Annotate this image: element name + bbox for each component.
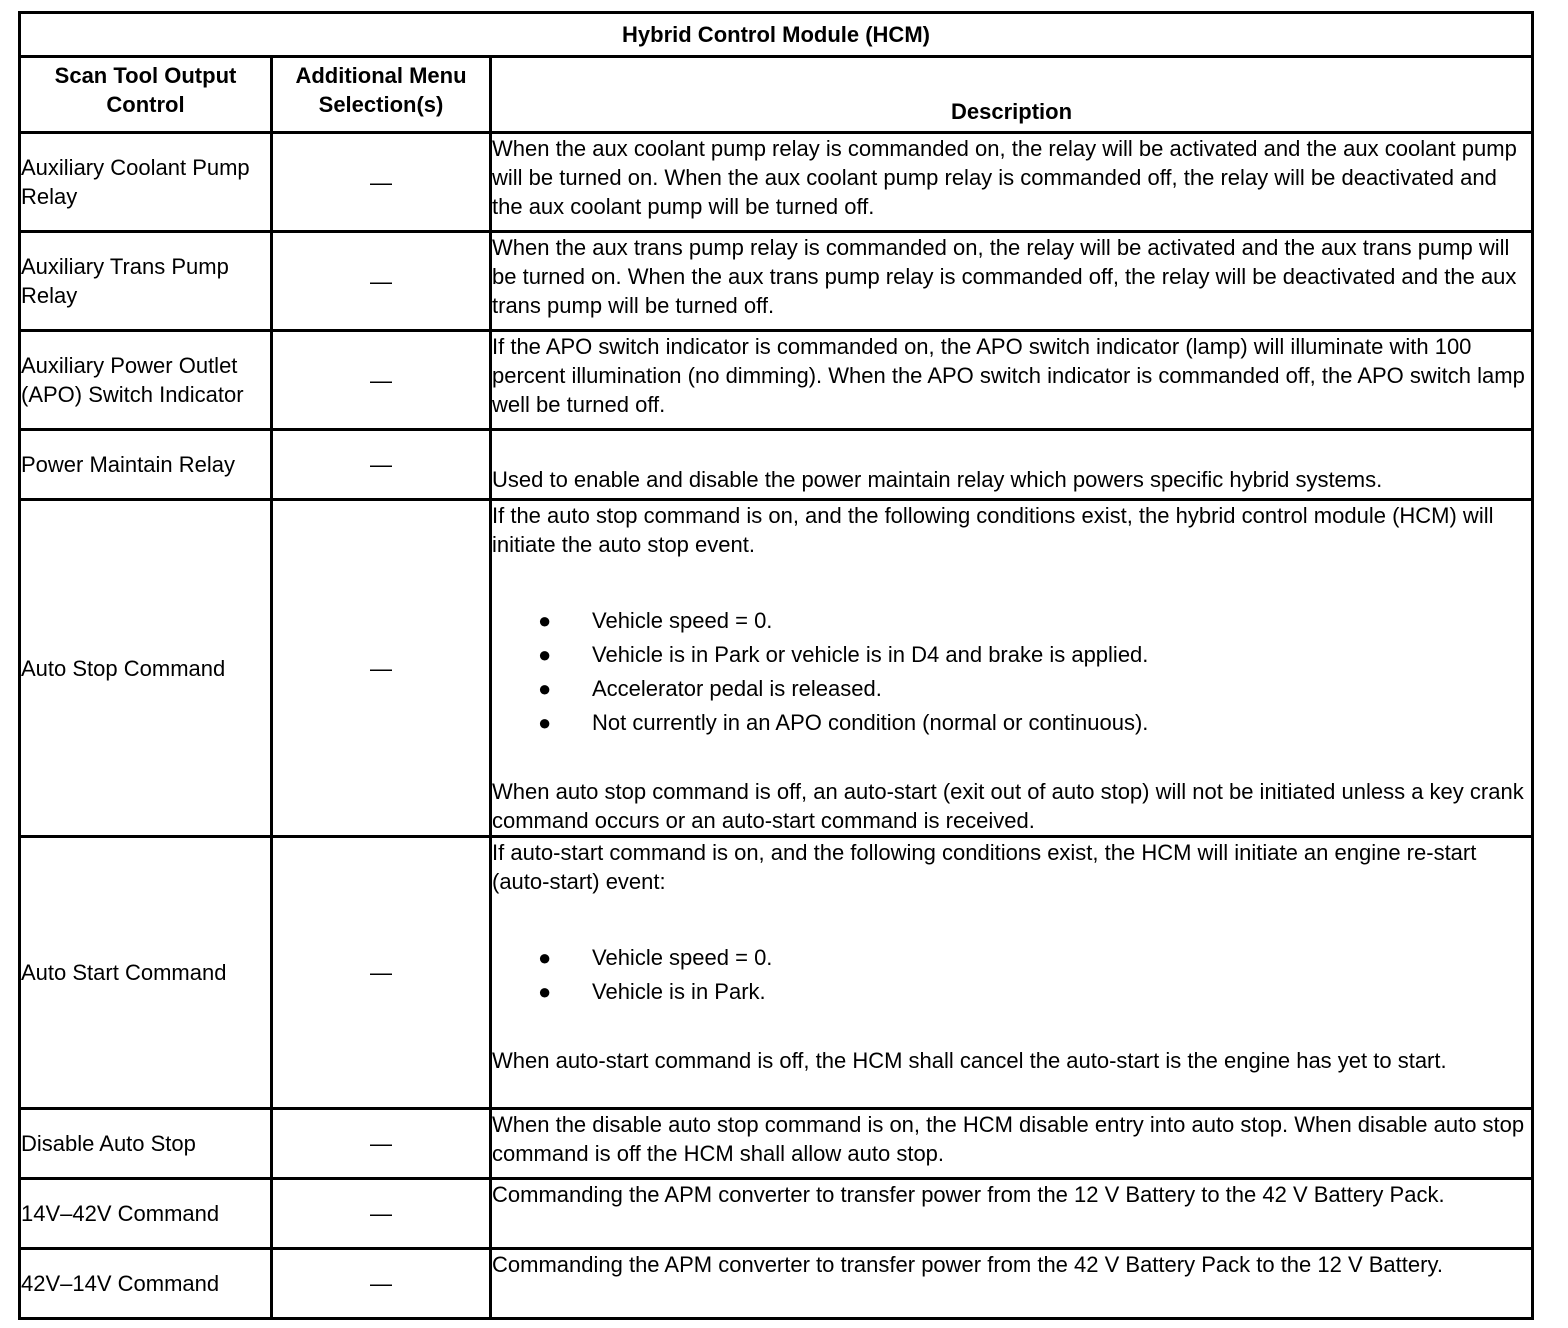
menu-selection: — [272,1249,491,1319]
header-additional-menu-selections: Additional Menu Selection(s) [272,57,491,133]
menu-selection: — [272,331,491,430]
condition-text: Accelerator pedal is released. [592,676,882,701]
list-item [492,941,1531,975]
list-item [492,672,1531,706]
table-row [20,1249,1533,1319]
control-name: 42V–14V Command [20,1249,272,1319]
description [491,837,1533,1109]
menu-selection: — [272,1179,491,1249]
menu-selection: — [272,430,491,500]
control-name: Auxiliary Coolant Pump Relay [20,133,272,232]
description: When the aux coolant pump relay is commanded on, the relay will be activated and the aux coolant pump will be turned on. When the aux coolant pump relay is commanded off, the relay will be deactivated and the aux coolant pump will be turned off. [491,133,1533,232]
control-name: Auto Start Command [20,837,272,1109]
document-sheet [18,11,1531,1309]
condition-list [492,941,1531,1009]
table-row [20,837,1533,1109]
condition-text: Not currently in an APO condition (normal or continuous). [592,710,1149,735]
control-name: Auxiliary Power Outlet (APO) Switch Indicator [20,331,272,430]
bullet-icon: ● [538,710,552,735]
title-row [20,13,1533,57]
table-title: Hybrid Control Module (HCM) [20,13,1533,57]
description-outro: When auto-start command is off, the HCM shall cancel the auto-start is the engine has yet to start. [492,1048,1447,1073]
description: Commanding the APM converter to transfer power from the 42 V Battery Pack to the 12 V Battery. [491,1249,1533,1319]
menu-selection: — [272,1109,491,1179]
condition-text: Vehicle speed = 0. [592,608,773,633]
condition-text: Vehicle is in Park or vehicle is in D4 and brake is applied. [592,642,1149,667]
description: When the aux trans pump relay is commanded on, the relay will be activated and the aux trans pump will be turned on. When the aux trans pump relay is commanded off, the relay will be deactivated and the aux trans pump will be turned off. [491,232,1533,331]
condition-text: Vehicle speed = 0. [592,945,773,970]
description-outro: When auto stop command is off, an auto-start (exit out of auto stop) will not be initiated unless a key crank command occurs or an auto-start command is received. [492,779,1524,833]
control-name: Auxiliary Trans Pump Relay [20,232,272,331]
header-scan-tool-output-control: Scan Tool Output Control [20,57,272,133]
list-item [492,975,1531,1009]
bullet-icon: ● [538,979,552,1004]
header-description: Description [491,57,1533,133]
description [491,500,1533,837]
bullet-icon: ● [538,945,552,970]
description: Used to enable and disable the power maintain relay which powers specific hybrid systems. [491,430,1533,500]
table-row [20,1179,1533,1249]
table-row [20,1109,1533,1179]
list-item [492,706,1531,740]
table-row [20,500,1533,837]
list-item [492,604,1531,638]
menu-selection: — [272,133,491,232]
table-row [20,133,1533,232]
list-item [492,638,1531,672]
description: If the APO switch indicator is commanded on, the APO switch indicator (lamp) will illuminate with 100 percent illumination (no dimming). When the APO switch indicator is commanded off, the APO switch lamp well be turned off. [491,331,1533,430]
description-intro: If the auto stop command is on, and the following conditions exist, the hybrid control module (HCM) will initiate the auto stop event. [492,503,1494,557]
description-intro: If auto-start command is on, and the following conditions exist, the HCM will initiate an engine re-start (auto-start) event: [492,840,1477,894]
menu-selection: — [272,232,491,331]
control-name: Auto Stop Command [20,500,272,837]
header-row [20,57,1533,133]
control-name: Power Maintain Relay [20,430,272,500]
bullet-icon: ● [538,608,552,633]
hcm-output-control-table [18,11,1534,1320]
bullet-icon: ● [538,642,552,667]
control-name: Disable Auto Stop [20,1109,272,1179]
condition-list [492,604,1531,740]
description: When the disable auto stop command is on, the HCM disable entry into auto stop. When disable auto stop command is off the HCM shall allow auto stop. [491,1109,1533,1179]
menu-selection: — [272,500,491,837]
table-row [20,331,1533,430]
table-row [20,232,1533,331]
condition-text: Vehicle is in Park. [592,979,766,1004]
table-row [20,430,1533,500]
description: Commanding the APM converter to transfer power from the 12 V Battery to the 42 V Battery Pack. [491,1179,1533,1249]
bullet-icon: ● [538,676,552,701]
control-name: 14V–42V Command [20,1179,272,1249]
menu-selection: — [272,837,491,1109]
